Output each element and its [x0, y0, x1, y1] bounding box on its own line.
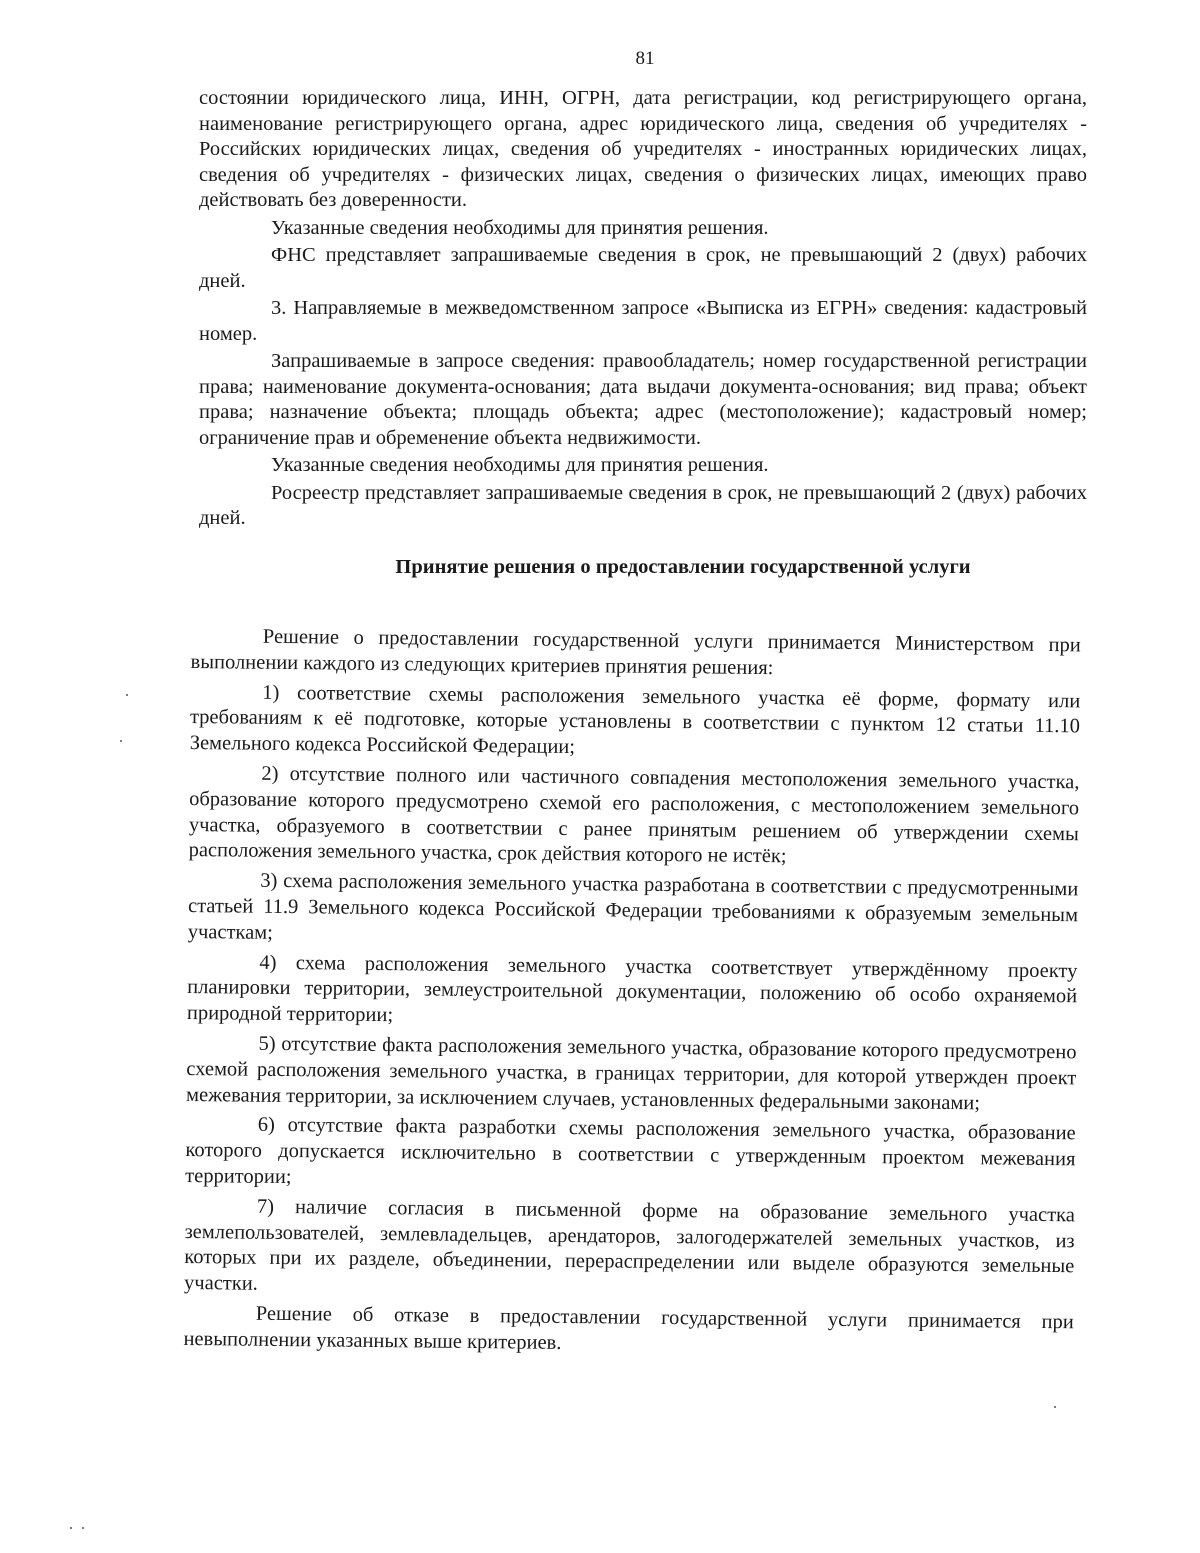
scan-speck: [120, 740, 122, 742]
section-interagency-requests: [199, 86, 1087, 532]
scan-speck: [82, 1527, 84, 1529]
paragraph-legal-entity-data: состоянии юридического лица, ИНН, ОГРН, дата регистрации, код регистрирующего органа, наименование регистрирующего органа, адрес юридического лица, сведения об учредителях - Российских юридических лицах, сведения об учредителях - иностранных юридических лицах, сведения об учредителях - физических лицах, сведения о физических лицах, имеющих право действовать без доверенности.: [199, 87, 1087, 211]
criterion-4: 4) схема расположения земельного участка соответствует утверждённому проекту планировки территории, землеустроительной документации, положению об особо охраняемой природной территории;: [186, 951, 1078, 1027]
section-heading: Принятие решения о предоставлении государственной услуги: [395, 556, 971, 578]
paragraph-fns-deadline: ФНС представляет запрашиваемые сведения в срок, не превышающий 2 (двух) рабочих дней.: [199, 244, 1087, 292]
criterion-7: 7) наличие согласия в письменной форме на образование земельного участка землепользователей, землевладельцев, арендаторов, залогодержателей земельных участков, из которых при их разделе, объединении, перераспределении или выделе образуются земельные участки.: [183, 1195, 1075, 1295]
paragraph-rosreestr-data-needed: Указанные сведения необходимы для принятия решения.: [271, 454, 769, 476]
criterion-6: 6) отсутствие факта разработки схемы расположения земельного участка, образование которого допускается исключительно в соответствии с утвержденным проектом межевания территории;: [185, 1114, 1076, 1189]
criterion-1: 1) соответствие схемы расположения земельного участка её форме, формату или требованиям к её подготовке, которые установлены в соответствии с пунктом 12 статьи 11.10 Земельного кодекса Российской Федерации;: [189, 681, 1081, 759]
scan-speck: [70, 1527, 72, 1529]
paragraph-egrn-requested-data: Запрашиваемые в запросе сведения: правообладатель; номер государственной регистрации права; наименование документа-основания; дата выдачи документа-основания; вид права; объект права; назначение объекта; площадь объекта; адрес (местоположение); кадастровый номер; ограничение прав и обременение объекта недвижимости.: [199, 350, 1087, 449]
paragraph-refusal: Решение об отказе в предоставлении государственной услуги принимается при невыполнении указанных выше критериев.: [183, 1302, 1074, 1354]
paragraph-decision-intro: Решение о предоставлении государственной услуги принимается Министерством при выполнении каждого из следующих критериев принятия решения:: [190, 625, 1081, 679]
paragraph-fns-data-needed: Указанные сведения необходимы для принятия решения.: [271, 216, 769, 239]
scan-speck: [126, 694, 128, 696]
section-decision-criteria: [183, 624, 1081, 1362]
scan-speck: [1054, 1406, 1056, 1408]
paragraph-egrn-request: 3. Направляемые в межведомственном запросе «Выписка из ЕГРН» сведения: кадастровый номер.: [199, 297, 1087, 345]
paragraph-rosreestr-deadline: Росреестр представляет запрашиваемые сведения в срок, не превышающий 2 (двух) рабочих дней.: [199, 481, 1087, 529]
page-number: 81: [635, 48, 655, 69]
criterion-2: 2) отсутствие полного или частичного совпадения местоположения земельного участка, образование которого предусмотрено схемой его расположения, с местоположением земельного участка, образуемого в соответствии с ранее принятым решением об утверждении схемы расположения земельного участка, срок действия которого не истёк;: [188, 762, 1080, 868]
criterion-5: 5) отсутствие факта расположения земельного участка, образование которого предусмотрено схемой расположения земельного участка, в границах территории, для которой утвержден проект межевания территории, за исключением случаев, установленных федеральными законами;: [185, 1032, 1077, 1114]
criterion-3: 3) схема расположения земельного участка разработана в соответствии с предусмотренными статьей 11.9 Земельного кодекса Российской Федерации требованиями к образуемым земельным участкам;: [187, 869, 1079, 944]
